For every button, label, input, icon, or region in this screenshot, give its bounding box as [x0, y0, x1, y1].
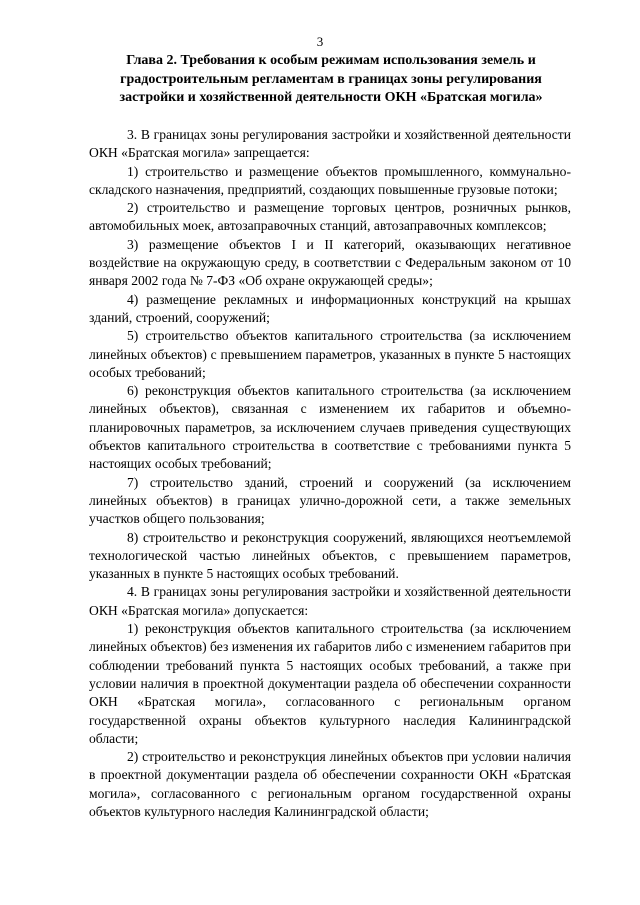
list-item-3-8: 8) строительство и реконструкция сооружений, являющихся неотъемлемой технологической частью линейных объектов, с превышением параметров, указанных в пункте 5 настоящих особых требований.: [89, 529, 571, 582]
page-number: 3: [316, 34, 324, 49]
list-item-4-1: 1) реконструкция объектов капитального строительства (за исключением линейных объектов) без изменения их габаритов либо с изменением габаритов при соблюдении требований пункта 5 настоящих особых требований, а также при условии наличия в проектной документации раздела об обеспечении сохранности ОКН «Братская могила», согласованного с региональным органом государственной охраны объектов культурного наследия Калининградской области;: [89, 621, 571, 746]
list-item-3-3: 3) размещение объектов I и II категорий, оказывающих негативное воздействие на окружающую среду, в соответствии с Федеральным законом от 10 января 2002 года № 7-ФЗ «Об охране окружающей среды»;: [89, 236, 571, 289]
paragraph-4: 4. В границах зоны регулирования застройки и хозяйственной деятельности ОКН «Братская могила» допускается:: [89, 584, 571, 618]
body-text: [89, 126, 571, 821]
list-item-3-5: 5) строительство объектов капитального строительства (за исключением линейных объектов) с превышением параметров, указанных в пункте 5 настоящих особых требований;: [89, 328, 571, 380]
list-item-4-2: 2) строительство и реконструкция линейных объектов при условии наличия в проектной документации раздела об обеспечении сохранности ОКН «Братская могила», согласованного с региональным органом государственной охраны объектов культурного наследия Калининградской области;: [89, 749, 571, 819]
list-item-3-4: 4) размещение рекламных и информационных конструкций на крышах зданий, строений, сооружений;: [89, 291, 571, 325]
paragraph-3: 3. В границах зоны регулирования застройки и хозяйственной деятельности ОКН «Братская могила» запрещается:: [89, 127, 571, 161]
list-item-3-6: 6) реконструкция объектов капитального строительства (за исключением линейных объектов), связанная с изменением их габаритов и объемно-планировочных параметров, за исключением случаев приведения существующих объектов капитального строительства в соответствие с требованиями пункта 5 настоящих особых требований;: [89, 383, 571, 472]
chapter-heading: Глава 2. Требования к особым режимам использования земель и градостроительным регламентам в границах зоны регулирования застройки и хозяйственной деятельности ОКН «Братская могила»: [119, 53, 543, 105]
list-item-3-1: 1) строительство и размещение объектов промышленного, коммунально-складского назначения, предприятий, создающих повышенные грузовые потоки;: [89, 163, 571, 197]
list-item-3-7: 7) строительство зданий, строений и сооружений (за исключением линейных объектов) в границах улично-дорожной сети, а также земельных участков общего пользования;: [89, 474, 571, 527]
list-item-3-2: 2) строительство и размещение торговых центров, розничных рынков, автомобильных моек, автозаправочных станций, автозаправочных комплексов;: [89, 200, 571, 234]
